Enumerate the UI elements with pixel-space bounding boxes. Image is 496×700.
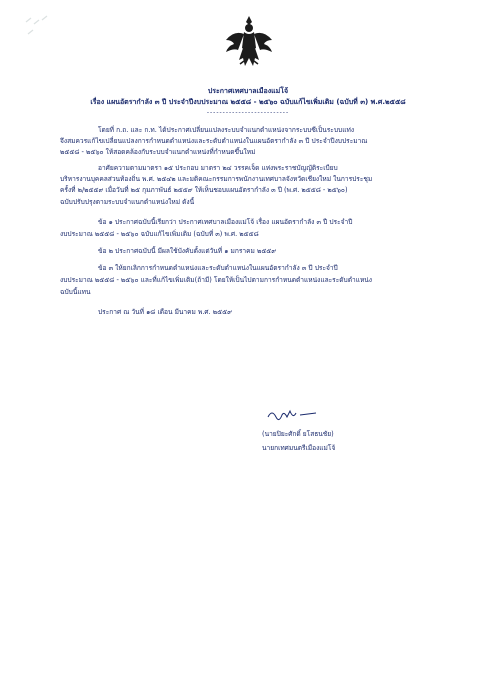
clause-line: ฉบับนี้แทน xyxy=(60,288,91,296)
signer-position: นายกเทศมนตรีเมืองแม่โจ้ xyxy=(262,444,336,452)
clause-line: ข้อ ๒ ประกาศฉบับนี้ มีผลใช้บังคับตั้งแต่วันที่ ๑ มกราคม ๒๕๕๙ xyxy=(98,247,277,255)
clause-line: งบประมาณ ๒๕๕๘ - ๒๕๖๐ ฉบับแก้ไขเพิ่มเติม (ฉบับที่ ๓) พ.ศ. ๒๕๕๘ xyxy=(60,230,259,238)
document-title: ประกาศเทศบาลเมืองแม่โจ้ xyxy=(207,87,289,95)
corner-marks-decoration xyxy=(22,14,62,44)
paragraph-line: ครั้งที่ ๒/๒๕๕๙ เมื่อวันที่ ๒๕ กุมภาพันธ์ ๒๕๕๙ ให้เห็นชอบแผนอัตรากำลัง ๓ ปี (พ.ศ. ๒๕๕๘ - ๒๕๖๐) xyxy=(60,186,348,194)
signer-name: (นายปิยะศักดิ์ ยโสธนชัย) xyxy=(262,430,334,438)
handwritten-signature xyxy=(266,405,320,423)
paragraph-line: อาศัยความตามมาตรา ๑๕ ประกอบ มาตรา ๒๔ วรรคเจ็ด แห่งพระราชบัญญัติระเบียบ xyxy=(98,164,338,172)
announcement-date: ประกาศ ณ วันที่ ๑๘ เดือน มีนาคม พ.ศ. ๒๕๕๙ xyxy=(98,308,232,316)
paragraph-line: โดยที่ ก.ถ. และ ก.ท. ได้ประกาศเปลี่ยนแปลงระบบจำแนกตำแหน่งจากระบบซีเป็นระบบแท่ง xyxy=(98,126,355,134)
clause-line: ข้อ ๑ ประกาศฉบับนี้เรียกว่า ประกาศเทศบาลเมืองแม่โจ้ เรื่อง แผนอัตรากำลัง ๓ ปี ประจำปี xyxy=(98,218,353,226)
paragraph-line: บริหารงานบุคคลส่วนท้องถิ่น พ.ศ. ๒๕๔๒ และมติคณะกรรมการพนักงานเทศบาลจังหวัดเชียงใหม่ ในการประชุม xyxy=(60,175,373,183)
garuda-emblem-icon xyxy=(224,14,274,70)
clause-line: งบประมาณ ๒๕๕๘ - ๒๕๖๐ และที่แก้ไขเพิ่มเติม(ถ้ามี) โดยให้เป็นไปตามการกำหนดตำแหน่งและระดับตำแหน่ง xyxy=(60,276,373,284)
title-separator: -------------------------- xyxy=(206,109,290,116)
paragraph-line: จึงสมควรแก้ไขเปลี่ยนแปลงการกำหนดตำแหน่งและระดับตำแหน่งในแผนอัตรากำลัง ๓ ปี ประจำปีงบประมาณ xyxy=(60,137,368,145)
document-subject: เรื่อง แผนอัตรากำลัง ๓ ปี ประจำปีงบประมาณ ๒๕๕๘ - ๒๕๖๐ ฉบับแก้ไขเพิ่มเติม (ฉบับที่ ๓) พ.ศ.๒๕๕๘ xyxy=(90,98,406,106)
paragraph-line: ๒๕๕๘ - ๒๕๖๐ ให้สอดคล้องกับระบบจำแนกตำแหน่งที่กำหนดขึ้นใหม่ xyxy=(60,148,256,156)
clause-line: ข้อ ๓ ให้ยกเลิกการกำหนดตำแหน่งและระดับตำแหน่งในแผนอัตรากำลัง ๓ ปี ประจำปี xyxy=(98,264,338,272)
paragraph-line: ฉบับปรับปรุงตามระบบจำแนกตำแหน่งใหม่ ดังนี้ xyxy=(60,198,195,206)
